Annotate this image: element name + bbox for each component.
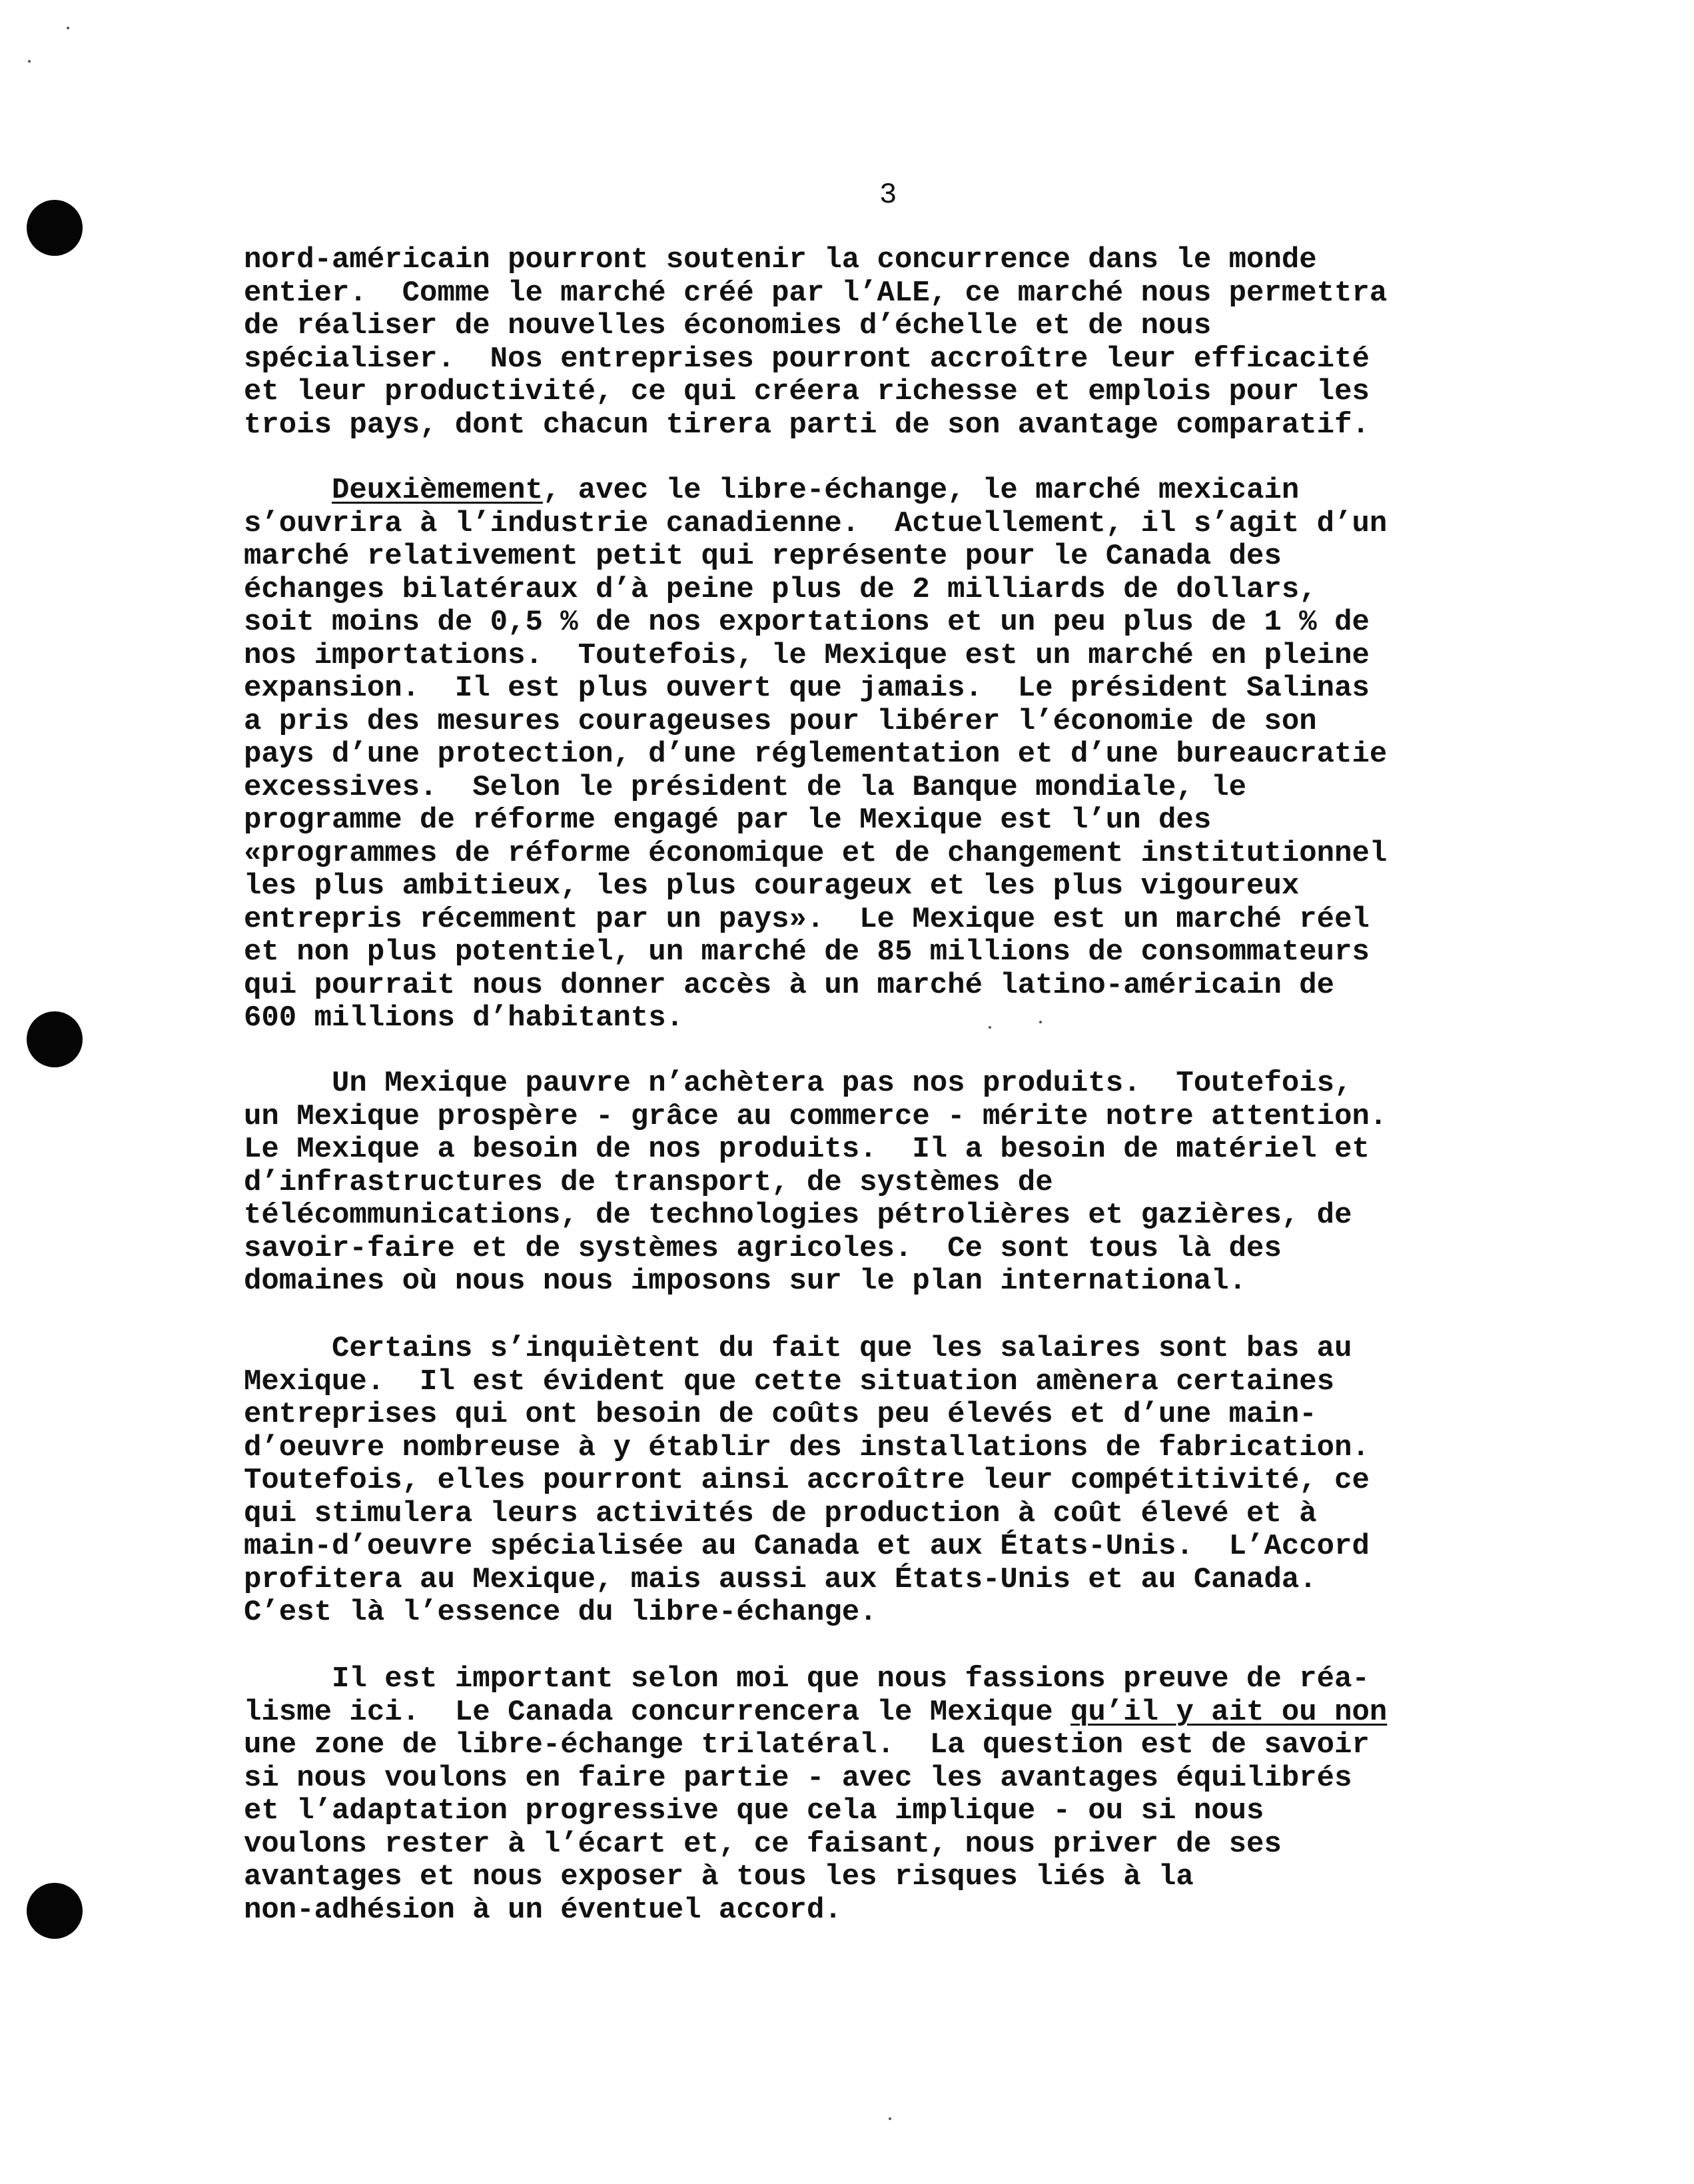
text-segment: profitera au Mexique, mais aussi aux États-Unis et au Canada. (244, 1562, 1317, 1596)
text-segment: voulons rester à l’écart et, ce faisant, nous priver de ses (244, 1827, 1282, 1861)
text-line (244, 1233, 1563, 1266)
text-line (244, 1333, 1563, 1366)
text-segment: C’est là l’essence du libre-échange. (244, 1596, 877, 1629)
text-segment: et non plus potentiel, un marché de 85 millions de consommateurs (244, 935, 1370, 969)
paragraph-1 (244, 244, 1563, 442)
text-line (244, 837, 1563, 871)
text-line (244, 1432, 1563, 1465)
text-segment: pays d’une protection, d’une réglementation et d’une bureaucratie (244, 738, 1388, 771)
text-segment: Toutefois, elles pourront ainsi accroître leur compétitivité, ce (244, 1464, 1370, 1497)
scan-speck (67, 27, 69, 29)
text-segment: main-d’oeuvre spécialisée au Canada et aux États-Unis. L’Accord (244, 1530, 1370, 1563)
text-segment: entier. Comme le marché créé par l’ALE, ce marché nous permettra (244, 276, 1388, 310)
text-line (244, 1464, 1563, 1498)
text-segment: lisme ici. Le Canada concurrencera le Mexique (244, 1695, 1071, 1729)
paragraph-3 (244, 1067, 1563, 1299)
text-segment: un Mexique prospère - grâce au commerce - mérite notre attention. (244, 1099, 1388, 1133)
text-segment: excessives. Selon le président de la Banque mondiale, le (244, 770, 1247, 804)
paragraph-2 (244, 474, 1563, 1035)
text-line (244, 706, 1563, 739)
text-segment: 600 millions d’habitants. (244, 1001, 684, 1035)
text-line (244, 606, 1563, 640)
text-segment: Certains s’inquiètent du fait que les salaires sont bas au (244, 1332, 1352, 1365)
text-segment: soit moins de 0,5 % de nos exportations et un peu plus de 1 % de (244, 606, 1370, 639)
text-line (244, 540, 1563, 574)
text-segment: non-adhésion à un éventuel accord. (244, 1893, 842, 1927)
text-segment: les plus ambitieux, les plus courageux et les plus vigoureux (244, 869, 1300, 903)
text-segment: d’infrastructures de transport, de systèmes de (244, 1165, 1053, 1199)
text-segment: avantages et nous exposer à tous les risques liés à la (244, 1860, 1194, 1894)
text-line (244, 409, 1563, 442)
text-segment: nord-américain pourront soutenir la concurrence dans le monde (244, 243, 1317, 276)
text-line (244, 1133, 1563, 1167)
text-segment: une zone de libre-échange trilatéral. La question est de savoir (244, 1728, 1370, 1762)
text-line (244, 1564, 1563, 1597)
text-line (244, 1398, 1563, 1432)
paragraph-4 (244, 1333, 1563, 1630)
text-segment: télécommunications, de technologies pétrolières et gazières, de (244, 1199, 1352, 1232)
text-line (244, 1199, 1563, 1233)
text-line (244, 277, 1563, 310)
text-segment: qui pourrait nous donner accès à un marché latino-américain de (244, 968, 1335, 1002)
text-segment: expansion. Il est plus ouvert que jamais. Le président Salinas (244, 672, 1370, 705)
text-segment: échanges bilatéraux d’à peine plus de 2 milliards de dollars, (244, 572, 1317, 606)
text-line (244, 1861, 1563, 1894)
text-line (244, 936, 1563, 969)
text-segment: et l’adaptation progressive que cela implique - ou si nous (244, 1794, 1264, 1828)
text-segment: a pris des mesures courageuses pour libérer l’économie de son (244, 704, 1317, 738)
text-line (244, 870, 1563, 903)
text-line (244, 310, 1563, 343)
text-line (244, 574, 1563, 607)
text-line (244, 1002, 1563, 1035)
scan-speck (28, 60, 31, 63)
text-line (244, 1762, 1563, 1796)
text-line (244, 738, 1563, 772)
punch-hole-middle (27, 1011, 83, 1067)
text-segment: entreprises qui ont besoin de coûts peu élevés et d’une main- (244, 1398, 1317, 1431)
text-segment: qui stimulera leurs activités de production à coût élevé et à (244, 1496, 1317, 1530)
text-line (244, 1101, 1563, 1134)
text-line (244, 903, 1563, 937)
text-line (244, 376, 1563, 409)
text-line (244, 1366, 1563, 1399)
text-line (244, 1894, 1563, 1927)
text-segment: entrepris récemment par un pays». Le Mexique est un marché réel (244, 902, 1370, 936)
text-segment: domaines où nous nous imposons sur le plan international. (244, 1265, 1247, 1298)
text-line (244, 772, 1563, 805)
text-line (244, 1265, 1563, 1299)
text-segment: Un Mexique pauvre n’achètera pas nos produits. Toutefois, (244, 1067, 1352, 1100)
text-line (244, 672, 1563, 706)
text-line (244, 640, 1563, 673)
text-segment: de réaliser de nouvelles économies d’échelle et de nous (244, 309, 1212, 342)
text-line (244, 804, 1563, 837)
text-line (244, 1696, 1563, 1730)
punch-hole-top (27, 200, 83, 256)
text-line (244, 1828, 1563, 1862)
text-line (244, 969, 1563, 1003)
text-line (244, 244, 1563, 277)
text-segment (244, 474, 332, 507)
text-segment: trois pays, dont chacun tirera parti de son avantage comparatif. (244, 408, 1370, 442)
paragraph-5 (244, 1663, 1563, 1927)
text-segment: d’oeuvre nombreuse à y établir des installations de fabrication. (244, 1430, 1370, 1464)
text-segment: marché relativement petit qui représente pour le Canada des (244, 540, 1282, 573)
punch-hole-bottom (27, 1883, 83, 1939)
text-line (244, 508, 1563, 541)
text-line (244, 343, 1563, 376)
page-number: 3 (879, 179, 897, 212)
text-segment: nos importations. Toutefois, le Mexique est un marché en pleine (244, 638, 1370, 672)
text-segment: Le Mexique a besoin de nos produits. Il a besoin de matériel et (244, 1133, 1370, 1166)
text-segment: , avec le libre-échange, le marché mexicain (542, 474, 1300, 507)
text-segment: programme de réforme engagé par le Mexique est l’un des (244, 804, 1212, 837)
text-line (244, 1729, 1563, 1762)
underlined-text: qu’il y ait ou non (1070, 1695, 1388, 1729)
text-line (244, 474, 1563, 508)
scan-speck (889, 2117, 891, 2120)
text-line (244, 1795, 1563, 1828)
text-line (244, 1498, 1563, 1531)
text-line (244, 1530, 1563, 1564)
text-segment: s’ouvrira à l’industrie canadienne. Actuellement, il s’agit d’un (244, 506, 1388, 540)
text-segment: spécialiser. Nos entreprises pourront accroître leur efficacité (244, 342, 1370, 376)
text-line (244, 1596, 1563, 1630)
text-line (244, 1663, 1563, 1696)
text-line (244, 1067, 1563, 1101)
text-segment: «programmes de réforme économique et de changement institutionnel (244, 836, 1388, 870)
text-segment: et leur productivité, ce qui créera richesse et emplois pour les (244, 375, 1370, 408)
text-segment: savoir-faire et de systèmes agricoles. Ce sont tous là des (244, 1231, 1282, 1265)
text-segment: Mexique. Il est évident que cette situation amènera certaines (244, 1365, 1335, 1398)
text-line (244, 1167, 1563, 1200)
underlined-text: Deuxièmement (332, 474, 543, 507)
text-segment: si nous voulons en faire partie - avec les avantages équilibrés (244, 1761, 1352, 1795)
text-segment: Il est important selon moi que nous fassions preuve de réa- (244, 1662, 1370, 1696)
